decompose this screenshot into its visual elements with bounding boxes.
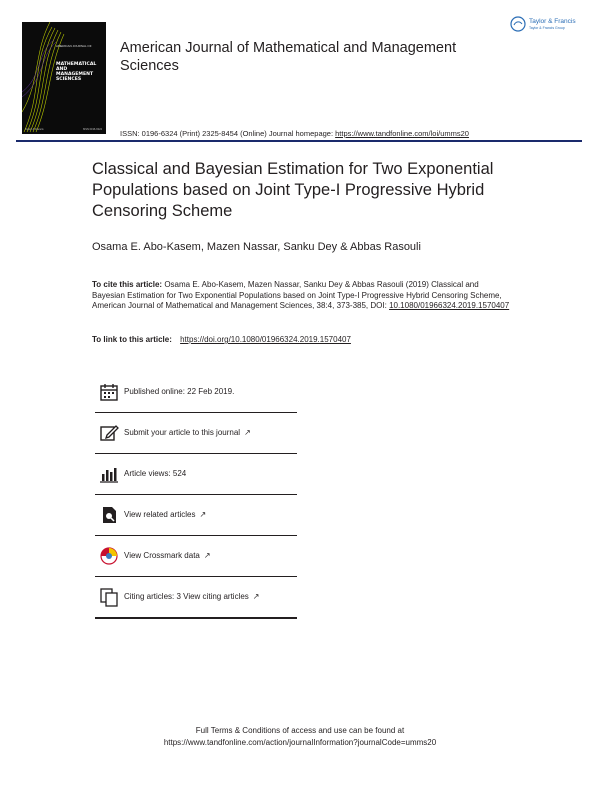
citation-label: To cite this article: [92,280,163,289]
document-search-icon [99,505,119,525]
edit-icon [99,423,119,443]
citation-block [92,280,512,312]
submit-article-link[interactable] [124,428,251,437]
footer [0,725,600,749]
info-views [95,454,297,495]
info-related[interactable] [95,495,297,536]
info-submit[interactable] [95,413,297,454]
citation-text: Osama E. Abo-Kasem, Mazen Nassar, Sanku Dey & Abbas Rasouli (2019) Classical and Bayesian Estimation for Two Exponential Populations based on Joint Type-I Progressive Hybrid Censoring Scheme, American Journal of Mathematical and Management Sciences, 38:4, 373-385, DOI: [92,280,502,310]
issn-text: ISSN: 0196-6324 (Print) 2325-8454 (Online) Journal homepage: [120,129,334,138]
journal-homepage-link[interactable]: https://www.tandfonline.com/loi/umms20 [335,129,469,138]
journal-cover-image [22,22,106,134]
footer-terms-line: Full Terms & Conditions of access and use can be found at [195,726,405,735]
info-published [95,372,297,413]
journal-title: American Journal of Mathematical and Management Sciences [120,40,457,74]
article-views: Article views: 524 [124,469,187,478]
citing-articles-link[interactable] [124,592,260,601]
publisher-tagline: Taylor & Francis Group [529,26,565,30]
publisher-name: Taylor & Francis [529,18,576,25]
related-articles-link[interactable] [124,510,206,519]
header-rule [16,140,582,142]
publisher-logo-icon [510,16,526,32]
cover-publisher: Taylor & Francis [25,128,44,131]
crossmark-label: View Crossmark data [124,551,200,560]
crossmark-icon [99,546,119,566]
citing-articles-label: Citing articles: 3 View citing articles [124,592,249,601]
info-crossmark[interactable] [95,536,297,577]
article-doi-link[interactable]: https://doi.org/10.1080/01966324.2019.1570407 [180,335,351,344]
submit-article-label: Submit your article to this journal [124,428,241,437]
crossmark-link[interactable] [124,551,211,560]
publisher-logo[interactable] [510,16,585,38]
cover-small-text: AMERICAN JOURNAL OF [56,44,92,48]
external-link-icon: ↗ [199,510,207,519]
footer-terms-link[interactable]: https://www.tandfonline.com/action/journalInformation?journalCode=umms20 [163,738,437,747]
calendar-icon [99,382,119,402]
citation-doi-link[interactable]: 10.1080/01966324.2019.1570407 [389,301,510,310]
link-label: To link to this article: [92,335,172,344]
external-link-icon: ↗ [252,592,260,601]
article-info-list [95,372,297,619]
article-title: Classical and Bayesian Estimation for Two Exponential Populations based on Joint Type-I Progressive Hybrid Censoring Scheme [92,160,494,220]
info-citing[interactable] [95,577,297,619]
article-authors: Osama E. Abo-Kasem, Mazen Nassar, Sanku Dey & Abbas Rasouli [92,241,421,253]
external-link-icon: ↗ [244,428,251,437]
cover-title: MATHEMATICAL AND MANAGEMENT SCIENCES [56,62,97,82]
citing-articles-icon [99,587,119,607]
bar-chart-icon [99,464,119,484]
external-link-icon: ↗ [203,551,211,560]
published-date: Published online: 22 Feb 2019. [124,387,235,396]
issn-line [120,129,469,138]
related-articles-label: View related articles [124,510,196,519]
link-to-article [92,335,351,344]
cover-issn: ISSN 0196-6324 [82,128,102,131]
